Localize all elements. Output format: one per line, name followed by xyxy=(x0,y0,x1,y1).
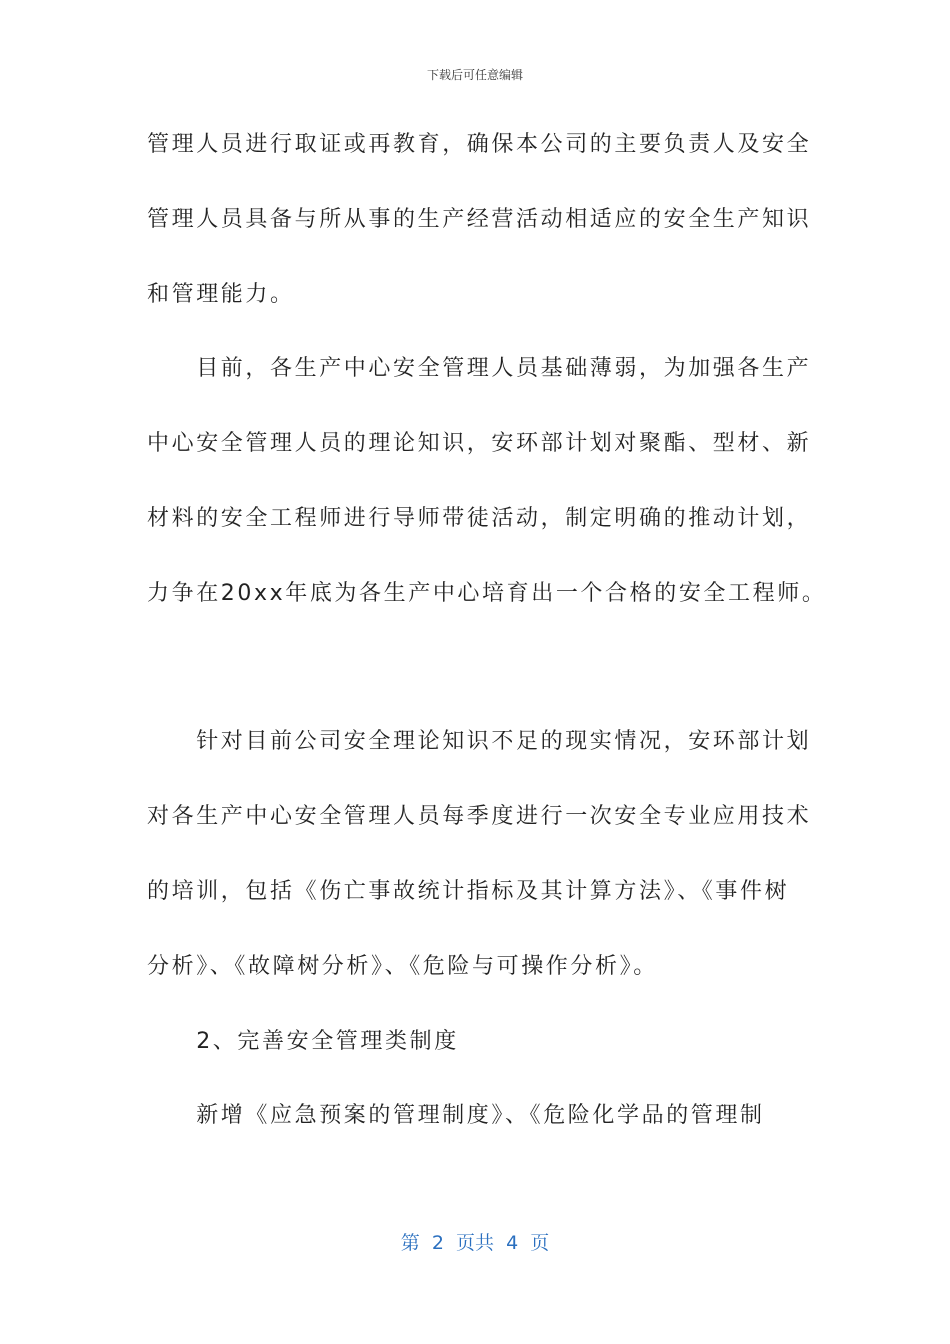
text-line: 对各生产中心安全管理人员每季度进行一次安全专业应用技术 xyxy=(147,804,812,829)
text-line: 中心安全管理人员的理论知识，安环部计划对聚酯、型材、新 xyxy=(147,431,812,456)
page-header: 下载后可任意编辑 xyxy=(426,68,523,82)
text-line: 管理人员进行取证或再教育，确保本公司的主要负责人及安全 xyxy=(147,132,812,157)
text-line: 2、完善安全管理类制度 xyxy=(147,1029,459,1054)
page-number: 第 2 页共 4 页 xyxy=(400,1232,550,1254)
text-line: 和管理能力。 xyxy=(147,282,295,307)
text-line: 新增《应急预案的管理制度》、《危险化学品的管理制 xyxy=(147,1103,765,1128)
text-line: 材料的安全工程师进行导师带徒活动，制定明确的推动计划， xyxy=(147,506,812,531)
text-line: 管理人员具备与所从事的生产经营活动相适应的安全生产知识 xyxy=(147,207,812,232)
text-line: 针对目前公司安全理论知识不足的现实情况，安环部计划 xyxy=(147,729,812,754)
text-line: 力争在20xx年底为各生产中心培育出一个合格的安全工程师。 xyxy=(147,581,827,606)
text-line: 分析》、《故障树分析》、《危险与可操作分析》。 xyxy=(147,954,658,979)
text-line: 的培训，包括《伤亡事故统计指标及其计算方法》、《事件树 xyxy=(147,879,790,904)
text-line: 目前，各生产中心安全管理人员基础薄弱，为加强各生产 xyxy=(147,356,812,381)
